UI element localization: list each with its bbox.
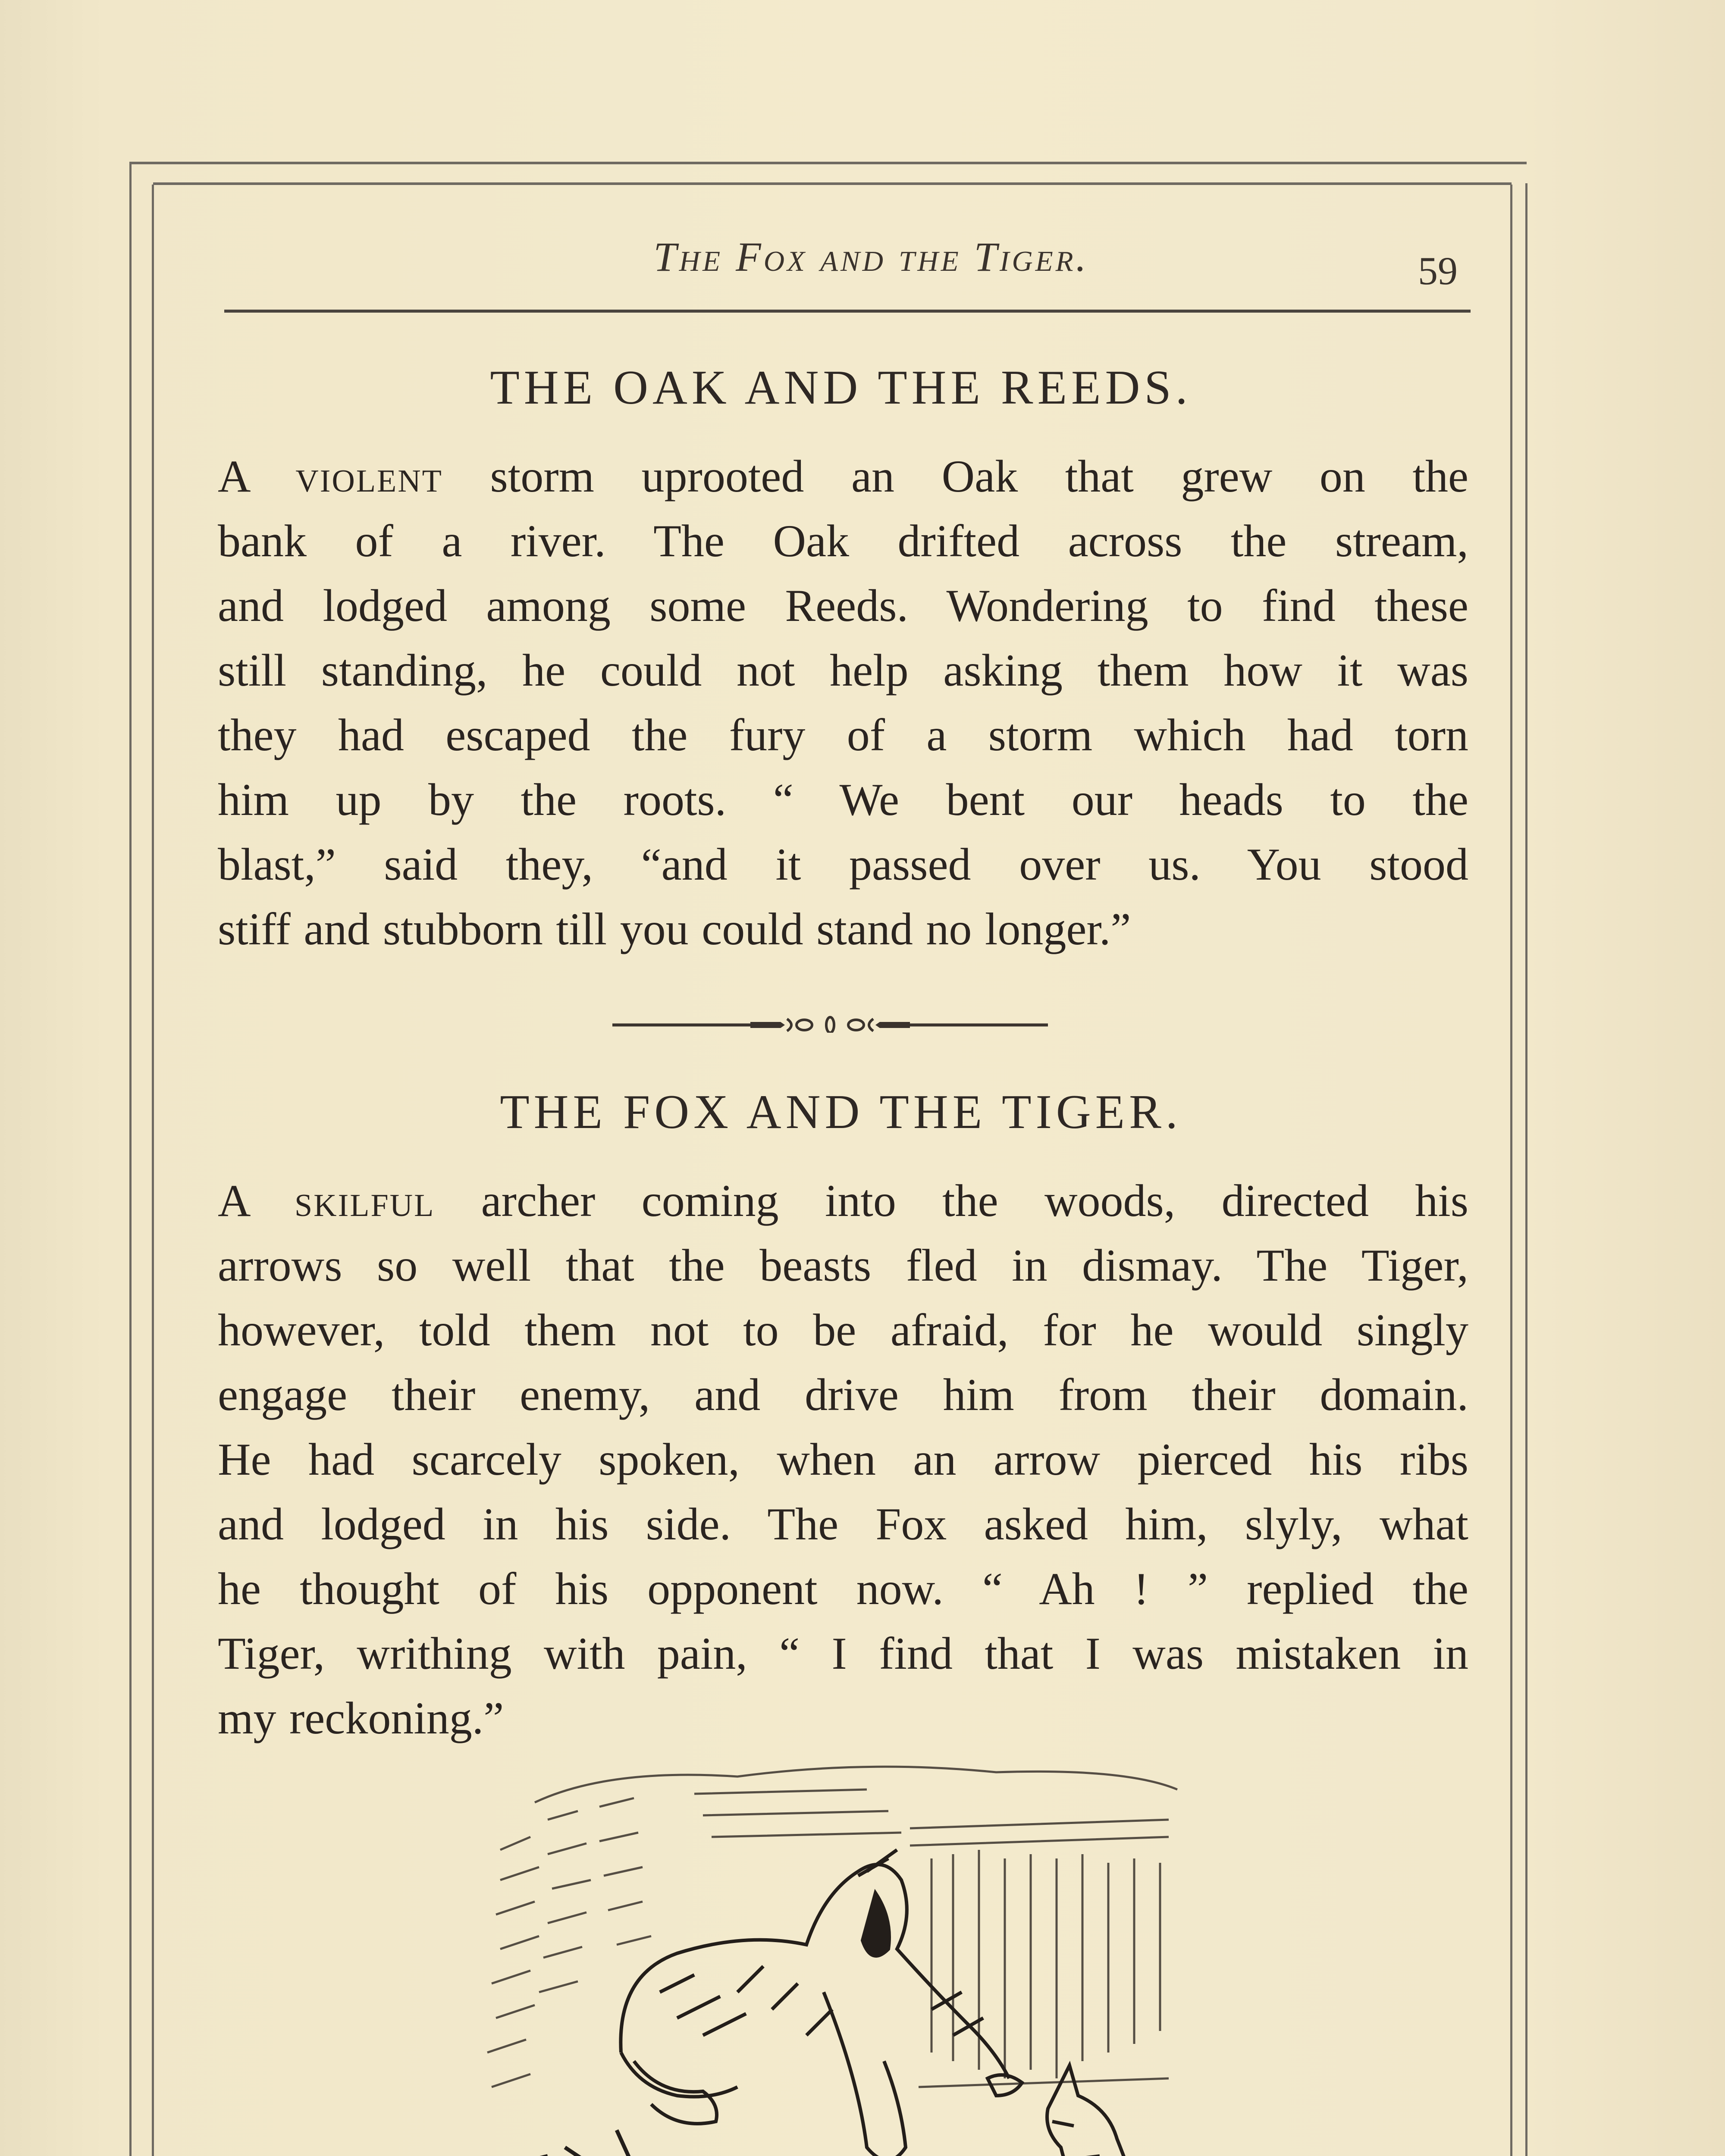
page-number: 59 <box>1418 249 1458 293</box>
body-line: engage their enemy, and drive him from their domain. <box>218 1369 1468 1420</box>
body-line: my reckoning.” <box>218 1693 504 1743</box>
fable-title-fox-and-tiger: THE FOX AND THE TIGER. <box>500 1085 1182 1139</box>
body-line: A skilful archer coming into the woods, directed his <box>218 1175 1468 1226</box>
body-line: A violent storm uprooted an Oak that grew on the <box>218 451 1468 501</box>
fable-title-oak-and-reeds: THE OAK AND THE REEDS. <box>490 361 1192 414</box>
inner-frame-left <box>152 185 154 2156</box>
fable-body-fox-and-tiger <box>218 1169 1468 1751</box>
outer-frame-top <box>129 162 1527 164</box>
body-line: He had scarcely spoken, when an arrow pierced his ribs <box>218 1434 1468 1485</box>
body-line: him up by the roots. “ We bent our heads to the <box>218 774 1468 825</box>
ornamental-divider <box>612 1015 1048 1033</box>
body-line: however, told them not to be afraid, for he would singly <box>218 1305 1468 1355</box>
body-line: blast,” said they, “and it passed over us. You stood <box>218 839 1468 890</box>
running-head-title: The Fox and the Tiger. <box>653 234 1089 280</box>
inner-frame-top <box>153 182 1512 185</box>
tiger-figure <box>621 1850 1022 2156</box>
body-line: still standing, he could not help asking them how it was <box>218 645 1468 696</box>
fable-body-oak-and-reeds <box>218 444 1468 962</box>
background-rock-hatching <box>487 1767 1177 2087</box>
outer-frame-right <box>1525 183 1527 2156</box>
inner-frame-right <box>1510 185 1512 2156</box>
body-line: and lodged among some Reeds. Wondering to find these <box>218 580 1468 631</box>
body-line: and lodged in his side. The Fox asked him, slyly, what <box>218 1499 1468 1549</box>
body-line: Tiger, writhing with pain, “ I find that I was mistaken in <box>218 1628 1468 1679</box>
foreground-branches <box>496 2130 1195 2156</box>
body-line: they had escaped the fury of a storm which had torn <box>218 710 1468 760</box>
small-caps-lead: skilful <box>295 1175 435 1226</box>
body-line: he thought of his opponent now. “ Ah ! ” replied the <box>218 1564 1468 1614</box>
tiger-and-fox-illustration <box>436 1751 1276 2156</box>
small-caps-lead: violent <box>295 451 443 501</box>
body-line: arrows so well that the beasts fled in dismay. The Tiger, <box>218 1240 1468 1291</box>
outer-frame-left <box>129 164 132 2156</box>
header-rule <box>224 310 1471 313</box>
body-line: stiff and stubborn till you could stand no longer.” <box>218 904 1131 954</box>
body-line: bank of a river. The Oak drifted across the stream, <box>218 516 1468 566</box>
